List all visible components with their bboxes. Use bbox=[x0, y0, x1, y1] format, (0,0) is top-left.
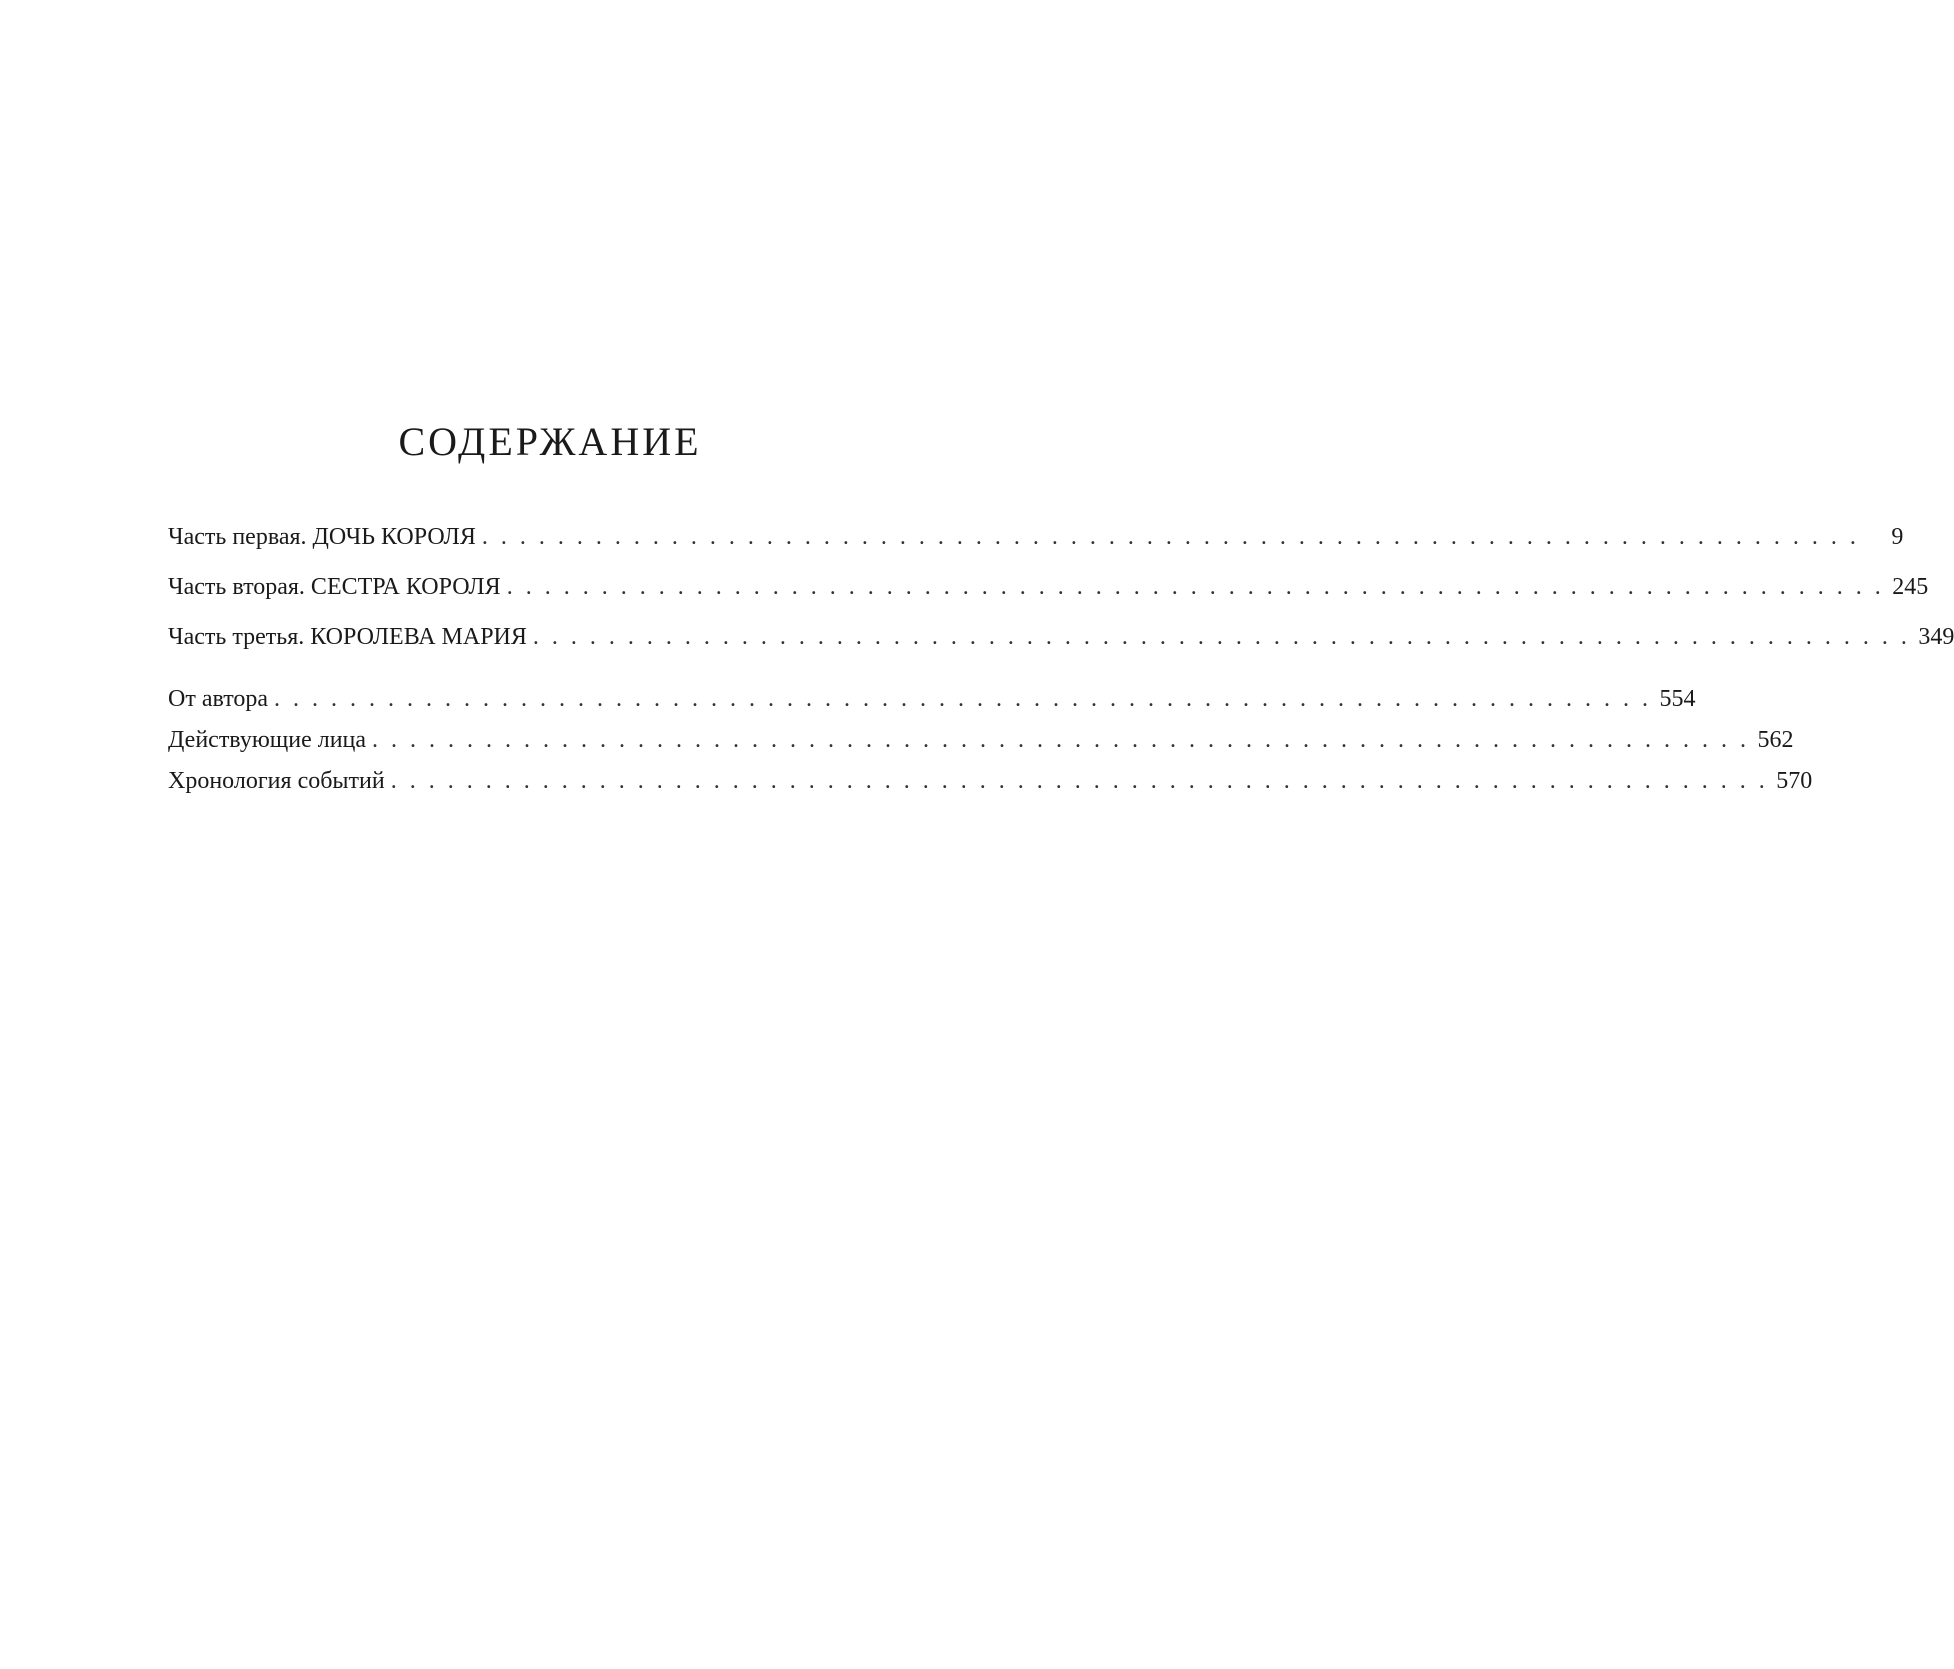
toc-entry-page-number: 349 bbox=[1918, 624, 1954, 650]
toc-appendix bbox=[168, 684, 1813, 807]
page-title: СОДЕРЖАНИЕ bbox=[398, 419, 702, 464]
toc-entry-label: Часть третья. КОРОЛЕВА МАРИЯ bbox=[168, 624, 527, 650]
toc-entry-part-3[interactable] bbox=[168, 622, 1954, 653]
toc-entry-label: Хронология событий bbox=[168, 768, 385, 794]
toc-entry-page-number: 554 bbox=[1659, 686, 1696, 712]
toc-entry-label: Часть первая. ДОЧЬ КОРОЛЯ bbox=[168, 524, 476, 550]
toc-entry-page-number: 245 bbox=[1892, 574, 1929, 600]
leader-dots: . . . . . . . . . . . . . . . . . . . . . . . . . . . . . . . . . . . . . . . . . . . . . . . . . . . . . . . . . . . . . . . . . . . . . . . . . bbox=[506, 574, 1885, 600]
toc-entry-page-number: 9 bbox=[1891, 524, 1904, 550]
leader-dots: . . . . . . . . . . . . . . . . . . . . . . . . . . . . . . . . . . . . . . . . . . . . . . . . . . . . . . . . . . . . . . . . . . . . . . . . . bbox=[274, 686, 1652, 712]
leader-dots: . . . . . . . . . . . . . . . . . . . . . . . . . . . . . . . . . . . . . . . . . . . . . . . . . . . . . . . . . . . . . . . . . . . . . . . . . bbox=[372, 727, 1750, 753]
leader-dots: . . . . . . . . . . . . . . . . . . . . . . . . . . . . . . . . . . . . . . . . . . . . . . . . . . . . . . . . . . . . . . . . . . . . . . . . . bbox=[481, 524, 1860, 550]
toc-entry-part-2[interactable] bbox=[168, 572, 1929, 603]
toc-entry-part-1[interactable] bbox=[168, 522, 1904, 553]
toc-entry-page-number: 562 bbox=[1757, 727, 1794, 753]
leader-dots: . . . . . . . . . . . . . . . . . . . . . . . . . . . . . . . . . . . . . . . . . . . . . . . . . . . . . . . . . . . . . . . . . . . . . . . . . bbox=[532, 624, 1911, 650]
toc-entry-author-note[interactable] bbox=[168, 684, 1696, 715]
toc-entry-characters[interactable] bbox=[168, 725, 1794, 756]
toc-entry-label: Часть вторая. СЕСТРА КОРОЛЯ bbox=[168, 574, 501, 600]
toc-parts bbox=[168, 522, 1954, 672]
toc-entry-chronology[interactable] bbox=[168, 766, 1813, 797]
toc-entry-page-number: 570 bbox=[1776, 768, 1813, 794]
toc-entry-label: Действующие лица bbox=[168, 727, 367, 753]
leader-dots: . . . . . . . . . . . . . . . . . . . . . . . . . . . . . . . . . . . . . . . . . . . . . . . . . . . . . . . . . . . . . . . . . . . . . . . . . bbox=[390, 768, 1769, 794]
toc-entry-label: От автора bbox=[168, 686, 269, 712]
